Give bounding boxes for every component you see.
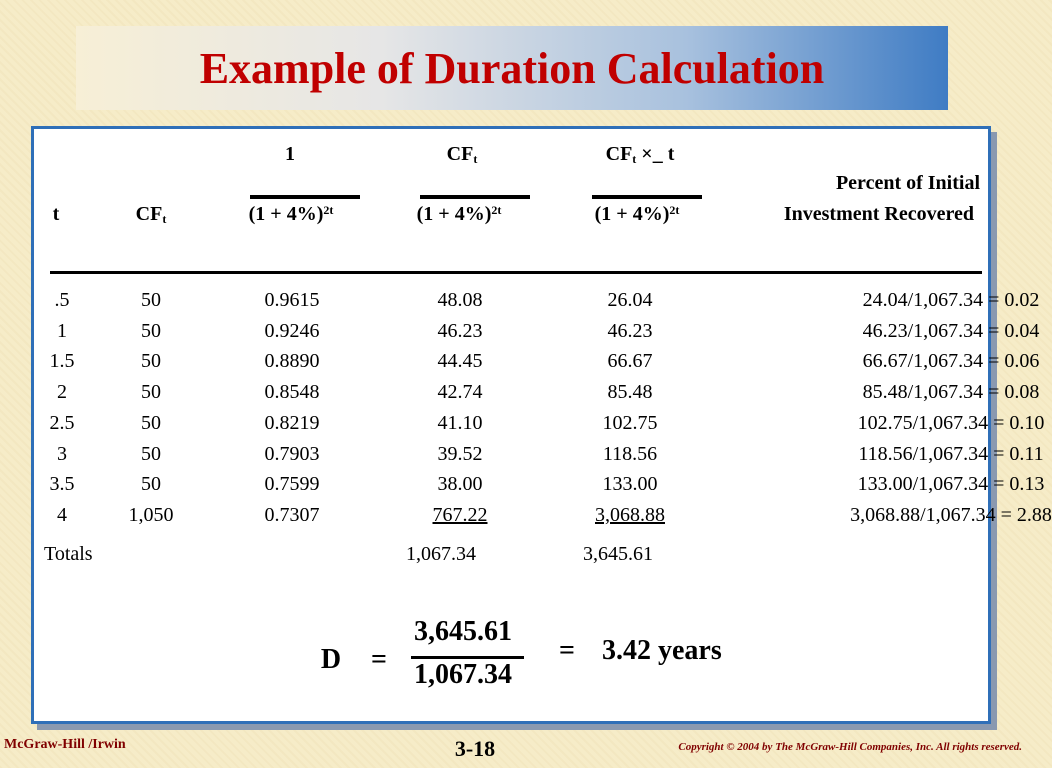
cell-discount-factor: 0.7599 xyxy=(264,473,320,496)
content-panel xyxy=(31,126,1052,724)
cell-present-value: 46.23 xyxy=(437,319,483,342)
cell-percent-recovered: 102.75/1,067.34 = 0.10 xyxy=(857,411,1045,434)
col5-denominator: $(1 + 4\%)^{2t}$ xyxy=(594,203,680,225)
cell-weighted-pv: 85.48 xyxy=(607,381,653,404)
cell-cf: 50 xyxy=(141,350,161,373)
cell-discount-factor: 0.7307 xyxy=(264,503,320,526)
cell-percent-recovered: 3,068.88/1,067.34 = 2.88 xyxy=(850,503,1052,526)
cell-discount-factor: 0.8219 xyxy=(264,411,320,434)
cell-present-value: 41.10 xyxy=(437,411,483,434)
cell-percent-recovered: 118.56/1,067.34 = 0.11 xyxy=(858,442,1044,465)
cell-cf: 50 xyxy=(141,289,161,311)
totals-pv: 1,067.34 xyxy=(406,543,476,565)
col5-numerator: $CF_t$ ×_ t xyxy=(605,143,675,166)
col6-header-line2: Investment Recovered xyxy=(783,203,974,225)
cell-present-value: 44.45 xyxy=(437,350,483,373)
cell-discount-factor: 0.9615 xyxy=(264,289,320,311)
cell-percent-recovered: 133.00/1,067.34 = 0.13 xyxy=(857,473,1045,496)
header-rule xyxy=(50,271,982,274)
cell-t: 3 xyxy=(57,442,67,465)
cell-present-value: 39.52 xyxy=(437,442,483,465)
col-cf-header: $CF_t$ xyxy=(135,203,167,226)
cell-discount-factor: 0.7903 xyxy=(264,442,320,465)
cell-t: 2.5 xyxy=(49,411,75,434)
cell-cf: 1,050 xyxy=(128,503,174,526)
cell-weighted-pv: 118.56 xyxy=(602,442,658,465)
publisher-label: McGraw-Hill /Irwin xyxy=(4,737,126,752)
cell-percent-recovered: 46.23/1,067.34 = 0.04 xyxy=(862,319,1040,342)
title-bar xyxy=(76,26,948,110)
cell-weighted-pv: 26.04 xyxy=(607,289,653,311)
formula-numerator: 3,645.61 xyxy=(414,616,512,647)
cell-weighted-pv: 3,068.88 xyxy=(595,503,665,526)
cell-cf: 50 xyxy=(141,381,161,404)
col-t-header: t xyxy=(52,203,60,225)
cell-t: 1.5 xyxy=(49,350,75,373)
col6-header-line1: Percent of Initial xyxy=(835,172,980,194)
formula-result: 3.42 years xyxy=(602,635,722,666)
cell-cf: 50 xyxy=(141,411,161,434)
formula-equals-1: = xyxy=(371,644,387,675)
col3-numerator: 1 xyxy=(285,143,295,165)
col3-fraction-bar xyxy=(250,195,360,199)
formula-d: D xyxy=(320,644,342,675)
cell-cf: 50 xyxy=(141,319,161,342)
col4-fraction-bar xyxy=(420,195,530,199)
slide-title: Example of Duration Calculation xyxy=(199,43,825,93)
cell-t: .5 xyxy=(54,289,70,311)
cell-weighted-pv: 102.75 xyxy=(602,411,658,434)
formula-denominator: 1,067.34 xyxy=(414,659,512,690)
cell-cf: 50 xyxy=(141,442,161,465)
cell-t: 2 xyxy=(57,381,67,404)
cell-t: 3.5 xyxy=(49,473,75,496)
copyright-notice: Copyright © 2004 by The McGraw-Hill Companies, Inc. All rights reserved. xyxy=(678,741,1022,753)
col3-denominator: $(1 + 4\%)^{2t}$ xyxy=(248,203,334,225)
col4-denominator: $(1 + 4\%)^{2t}$ xyxy=(416,203,502,225)
cell-discount-factor: 0.9246 xyxy=(264,319,320,342)
cell-percent-recovered: 24.04/1,067.34 = 0.02 xyxy=(862,289,1040,311)
cell-present-value: 48.08 xyxy=(437,289,483,311)
cell-weighted-pv: 46.23 xyxy=(607,319,653,342)
cell-t: 1 xyxy=(57,319,67,342)
cell-cf: 50 xyxy=(141,473,161,496)
cell-weighted-pv: 66.67 xyxy=(607,350,653,373)
cell-weighted-pv: 133.00 xyxy=(602,473,658,496)
slide-number: 3-18 xyxy=(454,736,496,761)
cell-present-value: 767.22 xyxy=(432,503,488,526)
cell-percent-recovered: 85.48/1,067.34 = 0.08 xyxy=(862,381,1040,404)
formula-equals-2: = xyxy=(559,635,575,666)
cell-t: 4 xyxy=(57,503,67,526)
cell-percent-recovered: 66.67/1,067.34 = 0.06 xyxy=(862,350,1040,373)
col4-numerator: $CF_t$ xyxy=(446,143,478,166)
col5-fraction-bar xyxy=(592,195,702,199)
cell-discount-factor: 0.8548 xyxy=(264,381,320,404)
cell-present-value: 42.74 xyxy=(437,381,483,404)
totals-pvt: 3,645.61 xyxy=(583,543,653,565)
totals-label: Totals xyxy=(44,543,93,565)
cell-discount-factor: 0.8890 xyxy=(264,350,320,373)
cell-present-value: 38.00 xyxy=(437,473,483,496)
